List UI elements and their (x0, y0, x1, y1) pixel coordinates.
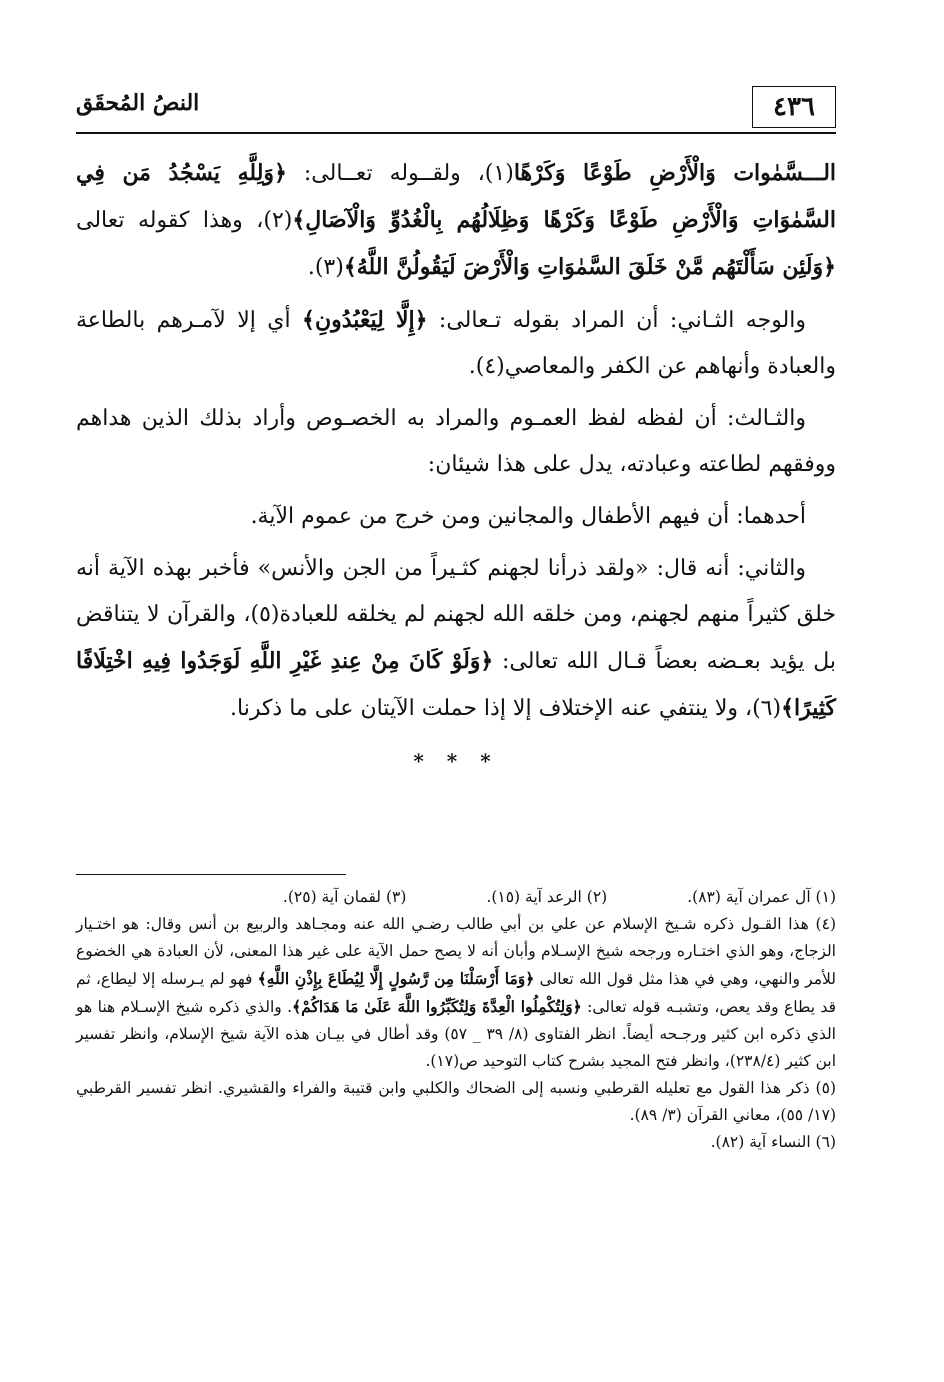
footnote-2: (٢) الرعد آية (١٥). (486, 888, 608, 906)
paragraph-2 (76, 297, 836, 390)
paragraph-4: أحدهما: أن فيهم الأطفال والمجانين ومن خرج من عموم الآية. (250, 504, 806, 529)
section-separator: * * * (413, 749, 499, 773)
footnote-4 (76, 911, 836, 1075)
paragraph-5 (76, 546, 836, 732)
text-span: أي إلا لآمـرهم بالطاعة والعبادة وأنهاهم عن الكفر والمعاصي(٤). (76, 308, 836, 379)
footnote-text: . والذي ذكره شيخ الإسـلام هنا هو الذي ذكره ابن كثير ورجـحه أيضاً. انظر الفتاوى (٨/ ٣٩ _ ٥٧) وقد أطال في بيـان هذه الآية شيخ الإسلام، وانظر تفسير ابن كثير (٢٣٨/٤)، وانظر فتح المجيد بشرح كتاب التوحيد ص(١٧). (76, 998, 836, 1070)
paragraph-1 (76, 150, 836, 291)
header-rule (76, 132, 836, 134)
quran-quote: الـــسَّمٰوات وَالْأَرْضِ طَوْعًا وَكَرْهًا (513, 160, 837, 186)
footnote-text: فهو لم يـرسله إلا ليطاع، ثم قد يطاع وقد يعص، وتشبـه قوله تعالى: (76, 970, 836, 1016)
quran-quote: ﴿وَمَا أَرْسَلْنَا مِن رَّسُولٍ إِلَّا لِيُطَاعَ بِإِذْنِ اللَّهِ﴾ (257, 969, 535, 988)
footnote-5: (٥) ذكر هذا القول مع تعليله القرطبي ونسبه إلى الضحاك والكلبي وابن قتيبة والفراء والقشيري. انظر تفسير القرطبي (١٧/ ٥٥)، معاني القرآن (٣/ ٨٩). (76, 1079, 836, 1124)
quran-quote: ﴿وَلِتُكْمِلُوا الْعِدَّةَ وَلِتُكَبِّرُوا اللَّهَ عَلَىٰ مَا هَدَاكُمْ﴾ (292, 997, 582, 1016)
page-header (76, 82, 836, 134)
footnote-1: (١) آل عمران آية (٨٣). (687, 888, 836, 906)
quran-quote: ﴿وَلَوْ كَانَ مِنْ عِندِ غَيْرِ اللَّهِ لَوَجَدُوا فِيهِ اخْتِلَافًا كَثِيرًا﴾ (76, 648, 836, 721)
text-span: (١)، ولقــوله تعــالى: (286, 161, 514, 186)
main-text (76, 150, 836, 784)
quran-quote: ﴿إِلَّا لِيَعْبُدُونِ﴾ (302, 307, 428, 333)
footnote-6: (٦) النساء آية (٨٢). (710, 1133, 836, 1151)
text-span: (٢)، وهذا كقوله تعالى (76, 208, 293, 233)
footnotes (76, 884, 836, 1156)
text-span: (٣). (307, 255, 344, 280)
text-span: والثاني: أنه قال: «ولقد ذرأنا لجهنم كثـيراً من الجن والأنس» فأخبر بهذه الآية أنه خلق كثيراً منهم لجهنم، ومن خلقه الله لجهنم لم يخلقه للعبادة(٥)، والقرآن لا يتناقض بل يؤيد بعـضه بعضاً قـال الله تعالى: (76, 556, 836, 674)
footnote-rule (76, 874, 346, 875)
footnote-3: (٣) لقمان آية (٢٥). (282, 888, 407, 906)
text-span: (٦)، ولا ينتفي عنه الإختلاف إلا إذا حملت الآيتان على ما ذكرنا. (230, 696, 782, 721)
page-number: ٤٣٦ (752, 86, 836, 128)
paragraph-3: والثـالث: أن لفظه لفظ العمـوم والمراد به الخصـوص وأراد بذلك الذين هداهم ووفقهم لطاعته وعبادته، يدل على هذا شيئان: (76, 406, 836, 477)
text-span: والوجه الثـاني: أن المراد بقوله تـعالى: (427, 308, 807, 333)
footnote-row (76, 884, 836, 911)
running-title: النصُ المُحقَق (76, 90, 200, 116)
quran-quote: ﴿وَلِلَّهِ يَسْجُدُ مَن فِي السَّمٰوَاتِ وَالْأَرْضِ طَوْعًا وَكَرْهًا وَظِلَالُهُم بِالْغُدُوِّ وَالْآصَالِ﴾ (76, 160, 836, 233)
quran-quote: ﴿وَلَئِن سَأَلْتَهُم مَّنْ خَلَقَ السَّمٰوَاتِ وَالْأَرْضَ لَيَقُولُنَّ اللَّهُ﴾ (343, 254, 836, 280)
footnote-text: (٤) هذا القـول ذكره شـيخ الإسلام عن علي بن أبي طالب رضـي الله عنه ومجـاهد والربيع بن أنس وقال: هو اختـيار الزجاج، وهو الذي اختـاره ورجحه شيخ الإسـلام وأبان أنه لا يصح حمل الآية على غير هذا المعنى، لأن العبادة هي الخضوع للأمر والنهي، وهي في هذا مثل قول الله تعالى (76, 915, 836, 988)
